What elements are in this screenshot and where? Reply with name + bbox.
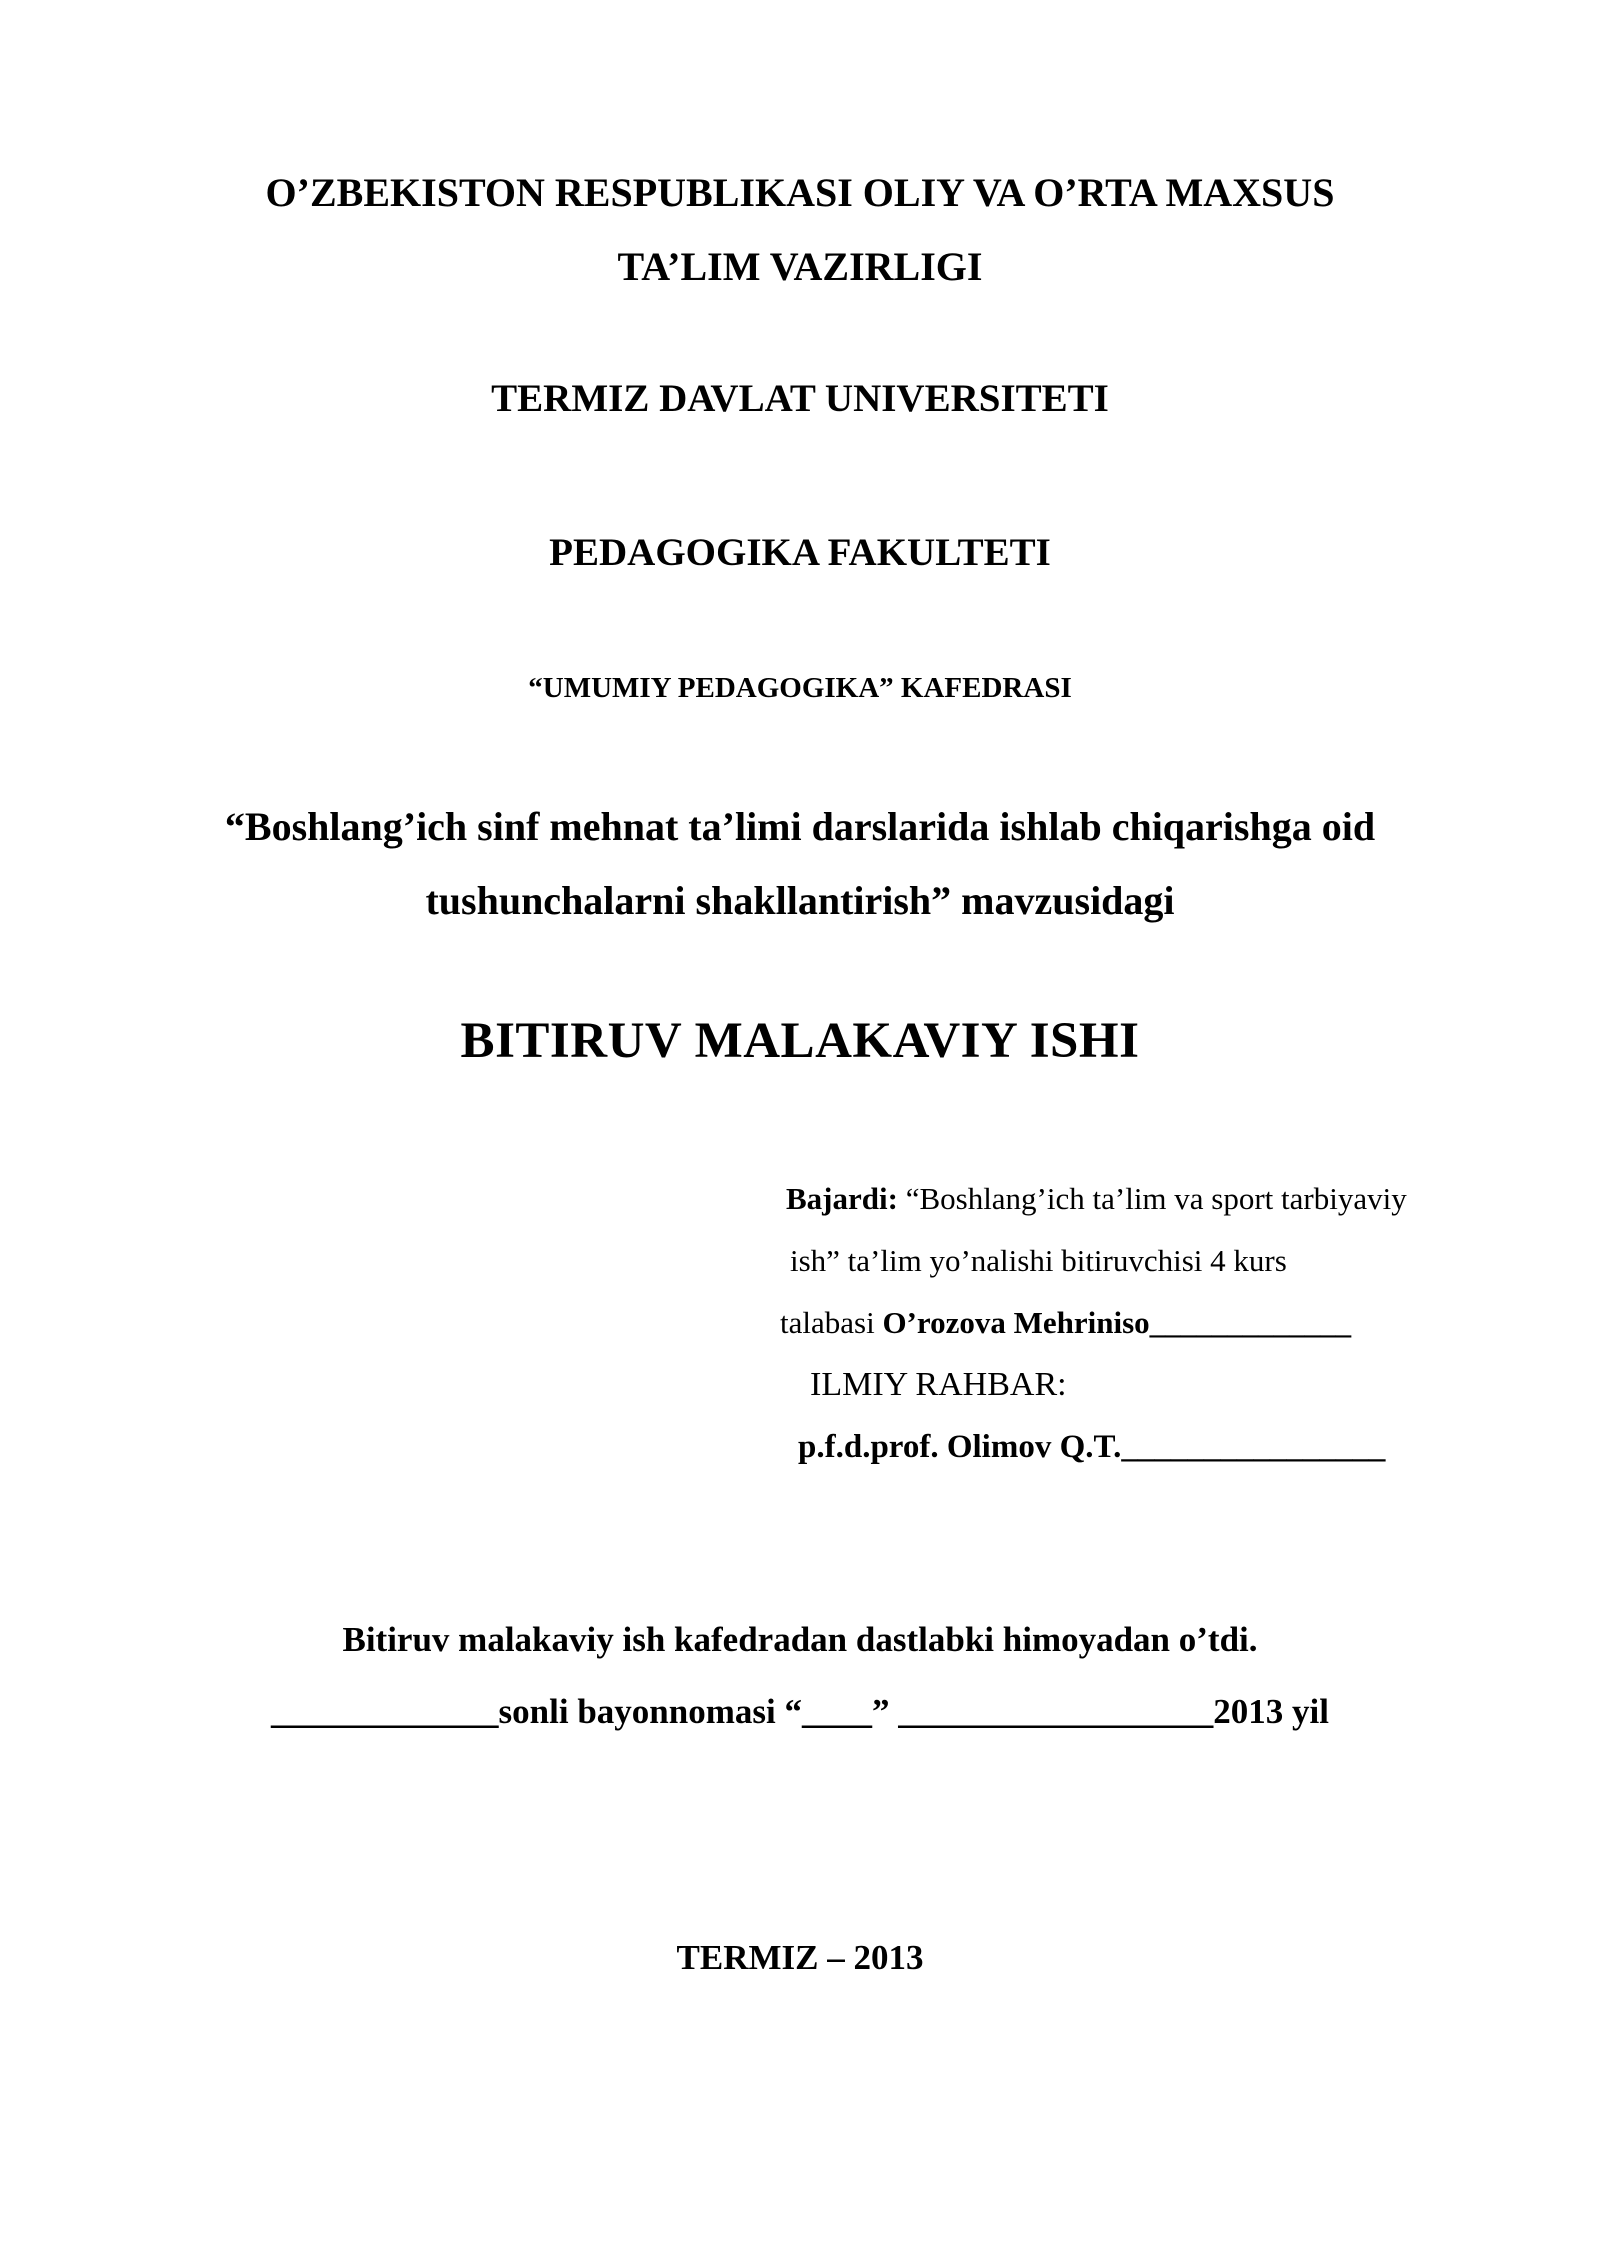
defense-note-line-1: Bitiruv malakaviy ish kafedradan dastlabki himoyadan o’tdi. bbox=[342, 1620, 1258, 1659]
author-supervisor-block bbox=[780, 1168, 1500, 1478]
defense-note bbox=[0, 1604, 1600, 1748]
thesis-topic-line-2: tushunchalarni shakllantirish” mavzusidagi bbox=[425, 878, 1175, 923]
ministry-heading-line-2: TA’LIM VAZIRLIGI bbox=[617, 244, 983, 289]
author-program-line-1 bbox=[780, 1168, 1500, 1230]
talabasi-label: talabasi bbox=[780, 1305, 883, 1340]
supervisor-name: p.f.d.prof. Olimov Q.T. bbox=[798, 1429, 1122, 1465]
city-year-footer: TERMIZ – 2013 bbox=[676, 1938, 924, 1977]
defense-protocol-line: _____________sonli bayonnomasi “____” __________________2013 yil bbox=[271, 1692, 1329, 1731]
program-text-1: “Boshlang’ich ta’lim va sport tarbiyaviy bbox=[897, 1181, 1407, 1216]
student-signature-line: _____________ bbox=[1149, 1305, 1352, 1340]
supervisor-label: ILMIY RAHBAR: bbox=[810, 1366, 1067, 1403]
university-name: TERMIZ DAVLAT UNIVERSITETI bbox=[491, 377, 1109, 420]
bajardi-label: Bajardi: bbox=[786, 1181, 898, 1216]
thesis-topic-line-1: “Boshlang’ich sinf mehnat ta’limi darslarida ishlab chiqarishga oid bbox=[224, 804, 1376, 849]
document-type-title: BITIRUV MALAKAVIY ISHI bbox=[460, 1013, 1140, 1069]
author-program-line-2: ish” ta’lim yo’nalishi bitiruvchisi 4 kurs bbox=[790, 1243, 1287, 1278]
ministry-heading bbox=[0, 156, 1600, 304]
supervisor-signature-line: ________________ bbox=[1121, 1429, 1386, 1465]
faculty-name: PEDAGOGIKA FAKULTETI bbox=[549, 531, 1051, 574]
student-name: O’rozova Mehriniso bbox=[882, 1305, 1150, 1340]
student-line bbox=[780, 1292, 1500, 1354]
ministry-heading-line-1: O’ZBEKISTON RESPUBLIKASI OLIY VA O’RTA MAXSUS bbox=[265, 170, 1335, 215]
department-name: “UMUMIY PEDAGOGIKA” KAFEDRASI bbox=[528, 672, 1072, 704]
thesis-topic bbox=[0, 790, 1600, 938]
supervisor-line bbox=[780, 1416, 1500, 1478]
